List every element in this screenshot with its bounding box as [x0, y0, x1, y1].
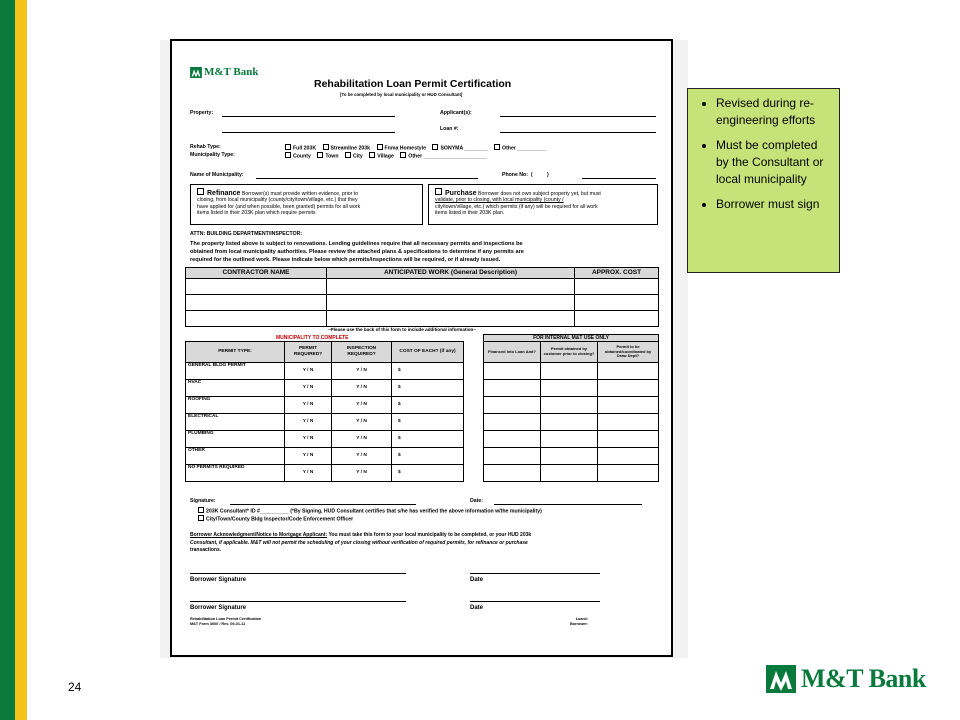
inspection-yn[interactable]: Y / N [332, 431, 392, 448]
form-footer-left [190, 617, 261, 627]
cost-cell[interactable]: $ [392, 465, 464, 482]
option-other: Other __________ [502, 145, 547, 152]
table-row [186, 431, 464, 448]
checkbox[interactable] [317, 152, 323, 158]
table-row [484, 363, 659, 380]
cost-cell[interactable]: $ [392, 380, 464, 397]
consultant-line [198, 507, 542, 515]
borrower-date-line-2[interactable] [470, 601, 600, 602]
option-city: City [352, 153, 363, 160]
refinance-text: items listed in their 203K plan which require permits [197, 210, 316, 217]
left-gold-stripe [15, 0, 27, 720]
cell[interactable] [541, 363, 598, 380]
footer-borrower: Borrower: [570, 622, 589, 626]
permit-type-cell: PLUMBING [186, 431, 285, 448]
ack-text: You must take this form to your local municipality to be completed, or your HUD 203k [327, 532, 532, 538]
purchase-text: city/town/village, etc.) which permits (if any) will be required for all work [435, 203, 598, 210]
mt-logo-icon [190, 67, 202, 78]
permit-table [185, 341, 464, 482]
cell[interactable] [541, 448, 598, 465]
refinance-checkbox[interactable] [197, 188, 204, 195]
permit-yn[interactable]: Y / N [285, 448, 332, 465]
permit-type-cell: NO PERMITS REQUIRED [186, 465, 285, 482]
table-row [484, 414, 659, 431]
checkbox[interactable] [400, 152, 406, 158]
loan-field[interactable] [500, 132, 656, 133]
inspection-yn[interactable]: Y / N [332, 414, 392, 431]
form-logo [190, 67, 259, 78]
permit-yn[interactable]: Y / N [285, 431, 332, 448]
cell[interactable] [484, 380, 541, 397]
permit-type-cell: ROOFING [186, 397, 285, 414]
borrower-acknowledgment [190, 532, 531, 555]
attn-line: required for the outlined work. Please indicate below which permits/inspections will be required, or if already issued. [190, 257, 501, 263]
cell[interactable] [484, 397, 541, 414]
cell[interactable] [575, 311, 659, 327]
cell[interactable] [598, 448, 659, 465]
permit-yn[interactable]: Y / N [285, 465, 332, 482]
applicants-field[interactable] [500, 116, 656, 117]
checkbox[interactable] [285, 152, 291, 158]
municipality-type-label: Municipality Type: [190, 152, 235, 158]
permit-certification-form [172, 41, 671, 655]
inspection-yn[interactable]: Y / N [332, 397, 392, 414]
permit-type-header: PERMIT TYPE: [186, 342, 285, 363]
anticipated-work-header: ANTICIPATED WORK (General Description) [327, 268, 575, 279]
mt-bank-logo-icon [766, 665, 796, 693]
table-row [186, 295, 659, 311]
purchase-title: Purchase [445, 190, 477, 197]
permit-yn[interactable]: Y / N [285, 397, 332, 414]
cell[interactable] [598, 465, 659, 482]
cost-header: COST OF EACH? (if any) [392, 342, 464, 363]
table-row [186, 414, 464, 431]
inspector-line [198, 515, 353, 523]
cost-cell[interactable]: $ [392, 448, 464, 465]
table-row [186, 279, 659, 295]
consultant-checkbox[interactable] [198, 507, 204, 513]
cell[interactable] [575, 295, 659, 311]
permit-yn[interactable]: Y / N [285, 363, 332, 380]
cell[interactable] [541, 431, 598, 448]
internal-use-title: FOR INTERNAL M&T USE ONLY [484, 335, 659, 342]
option-fnma: Fnma Homestyle [384, 145, 427, 152]
footer-form-name: Rehabilitation Loan Permit Certification [190, 617, 262, 621]
cell[interactable] [598, 380, 659, 397]
table-row [186, 311, 659, 327]
purchase-text: Borrower does not own subject property yet, but must [477, 191, 601, 197]
table-row [186, 380, 464, 397]
form-footer-right [570, 617, 588, 627]
permit-required-header: PERMIT REQUIRED? [285, 342, 332, 363]
cell[interactable] [186, 279, 327, 295]
municipality-type-options [280, 152, 487, 160]
cost-cell[interactable]: $ [392, 397, 464, 414]
cell[interactable] [327, 279, 575, 295]
borrower-date-line-1[interactable] [470, 573, 600, 574]
checkbox[interactable] [369, 152, 375, 158]
cell[interactable] [598, 363, 659, 380]
cost-cell[interactable]: $ [392, 363, 464, 380]
cost-cell[interactable]: $ [392, 431, 464, 448]
footer-loan: Loan#: [575, 617, 589, 621]
note-bullet: • Borrower must sign [716, 196, 833, 213]
permit-type-cell: GENERAL BLDG PERMIT [186, 363, 285, 380]
option-streamline: Streamline 203k [330, 145, 371, 152]
refinance-text: closing, from local municipality (county/city/town/village, etc.) that they [197, 197, 358, 204]
draw-dept-header: Permit to be obtained/coordinated by Draw Dept? [598, 342, 659, 363]
rehab-type-label: Rehab Type: [190, 144, 221, 150]
permit-type-cell: HVAC [186, 380, 285, 397]
attn-line: obtained from local municipality authorities. Please review the attached plans & specifications to determine if any permits are [190, 249, 524, 255]
borrower-signature-line-2[interactable] [190, 601, 406, 602]
date-label: Date: [470, 498, 483, 504]
phone-field[interactable] [582, 178, 656, 179]
cell[interactable] [541, 380, 598, 397]
brand-logo [766, 664, 926, 694]
applicants-label: Applicant(s): [440, 110, 472, 116]
property-label: Property: [190, 110, 214, 116]
cell[interactable] [598, 414, 659, 431]
loan-label: Loan #: [440, 126, 459, 132]
permit-type-cell: ELECTRICAL [186, 414, 285, 431]
table-row [186, 465, 464, 482]
municipality-name-field[interactable] [256, 178, 478, 179]
inspection-required-header: INSPECTION REQUIRED? [332, 342, 392, 363]
table-row [484, 431, 659, 448]
form-subtitle: [To be completed by local municipality or HUD Consultant] [340, 92, 463, 97]
municipality-name-label: Name of Municipality: [190, 172, 244, 178]
inspection-yn[interactable]: Y / N [332, 448, 392, 465]
cell[interactable] [484, 448, 541, 465]
cell[interactable] [484, 465, 541, 482]
borrower-signature-line-1[interactable] [190, 573, 406, 574]
table-row [484, 448, 659, 465]
cell[interactable] [541, 414, 598, 431]
signature-field[interactable] [230, 504, 416, 505]
form-logo-text: M&T Bank [204, 66, 259, 79]
footer-form-number: M&T Form 3000 / Rev. 09-01-11 [190, 622, 246, 626]
inspector-text: City/Town/County Bldg Inspector/Code Enforcement Officer [206, 516, 354, 523]
table-row [484, 397, 659, 414]
cell[interactable] [598, 431, 659, 448]
slide-number: 24 [68, 680, 82, 694]
checkbox[interactable] [345, 152, 351, 158]
ack-label: Borrower Acknowledgment/Notice to Mortgage Applicant: [190, 532, 328, 538]
note-bullet: • Revised during re-engineering efforts [716, 95, 833, 129]
property-field-2[interactable] [222, 132, 395, 133]
signature-label: Signature: [190, 498, 216, 504]
borrower-signature-label: Borrower Signature [190, 577, 247, 583]
financed-header: Financed into Loan Amt? [484, 342, 541, 363]
borrower-signature-label: Borrower Signature [190, 605, 247, 611]
option-full-203k: Full 203K [293, 145, 317, 152]
option-town: Town [325, 153, 339, 160]
checkbox[interactable] [494, 144, 500, 150]
checkbox[interactable] [323, 144, 329, 150]
ack-text: transactions. [190, 547, 222, 553]
inspection-yn[interactable]: Y / N [332, 380, 392, 397]
cell[interactable] [484, 414, 541, 431]
permit-yn[interactable]: Y / N [285, 414, 332, 431]
option-sonyma: SONYMA ________ [440, 145, 488, 152]
table-row [484, 380, 659, 397]
checkbox[interactable] [377, 144, 383, 150]
attn-line: The property listed above is subject to renovations. Lending guidelines require that all necessary permits and inspections be [190, 241, 523, 247]
table-row [484, 465, 659, 482]
cell[interactable] [484, 431, 541, 448]
purchase-box [428, 184, 658, 225]
borrower-date-label: Date [470, 577, 484, 583]
internal-use-table [483, 334, 659, 482]
attn-text [190, 240, 524, 264]
purchase-checkbox[interactable] [435, 188, 442, 195]
rehab-type-options [280, 144, 546, 152]
option-village: Village [377, 153, 394, 160]
cell[interactable] [541, 397, 598, 414]
inspection-yn[interactable]: Y / N [332, 465, 392, 482]
cell[interactable] [484, 363, 541, 380]
consultant-text: 203K Consultant* ID #__________ (*By Signing, HUD Consultant certifies that s/he has verified the above information w/the municipality) [206, 508, 542, 515]
table-row [186, 397, 464, 414]
refinance-title: Refinance [207, 190, 241, 197]
cell[interactable] [186, 311, 327, 327]
option-other: Other ______________________ [408, 153, 488, 160]
attn-heading: ATTN: BUILDING DEPARTMENT/INSPECTOR: [190, 231, 303, 237]
table-row [186, 448, 464, 465]
phone-label: Phone No: ( ) [502, 172, 549, 178]
inspection-yn[interactable]: Y / N [332, 363, 392, 380]
left-green-stripe [0, 0, 15, 720]
table-row [186, 363, 464, 380]
callout-notes [687, 88, 840, 273]
note-bullet: • Must be completed by the Consultant or local municipality [716, 137, 833, 188]
cell[interactable] [575, 279, 659, 295]
approx-cost-header: APPROX. COST [575, 268, 659, 279]
permit-obtained-header: Permit obtained by customer prior to closing? [541, 342, 598, 363]
permit-yn[interactable]: Y / N [285, 380, 332, 397]
cell[interactable] [541, 465, 598, 482]
date-field[interactable] [494, 504, 642, 505]
form-document [170, 39, 673, 657]
inspector-checkbox[interactable] [198, 515, 204, 521]
checkbox[interactable] [432, 144, 438, 150]
brand-name: M&T Bank [801, 664, 926, 693]
purchase-text: validate, prior to closing, with local municipality (county / [435, 197, 564, 204]
option-county: County [293, 153, 311, 160]
cell[interactable] [186, 295, 327, 311]
municipality-complete-label: MUNICIPALITY TO COMPLETE [276, 335, 349, 341]
borrower-date-label: Date [470, 605, 484, 611]
refinance-text: have applied for (and when possible, been granted) permits for all work [197, 203, 361, 210]
property-field[interactable] [222, 116, 395, 117]
form-title: Rehabilitation Loan Permit Certification [314, 78, 512, 90]
checkbox[interactable] [285, 144, 291, 150]
cost-cell[interactable]: $ [392, 414, 464, 431]
purchase-text: items listed in their 203K plan. [435, 210, 505, 217]
contractor-name-header: CONTRACTOR NAME [186, 268, 327, 279]
cell[interactable] [327, 311, 575, 327]
back-note: ~Please use the back of this form to include additional information~ [328, 327, 477, 332]
contractor-table [185, 267, 659, 327]
refinance-box [190, 184, 423, 225]
refinance-text: Borrower(s) must provide written evidence, prior to [241, 191, 359, 197]
permit-type-cell: OTHER [186, 448, 285, 465]
cell[interactable] [598, 397, 659, 414]
cell[interactable] [327, 295, 575, 311]
ack-text: Consultant, if applicable. M&T will not permit the scheduling of your closing without verification of required permits, for refinance or purchase [190, 539, 528, 546]
